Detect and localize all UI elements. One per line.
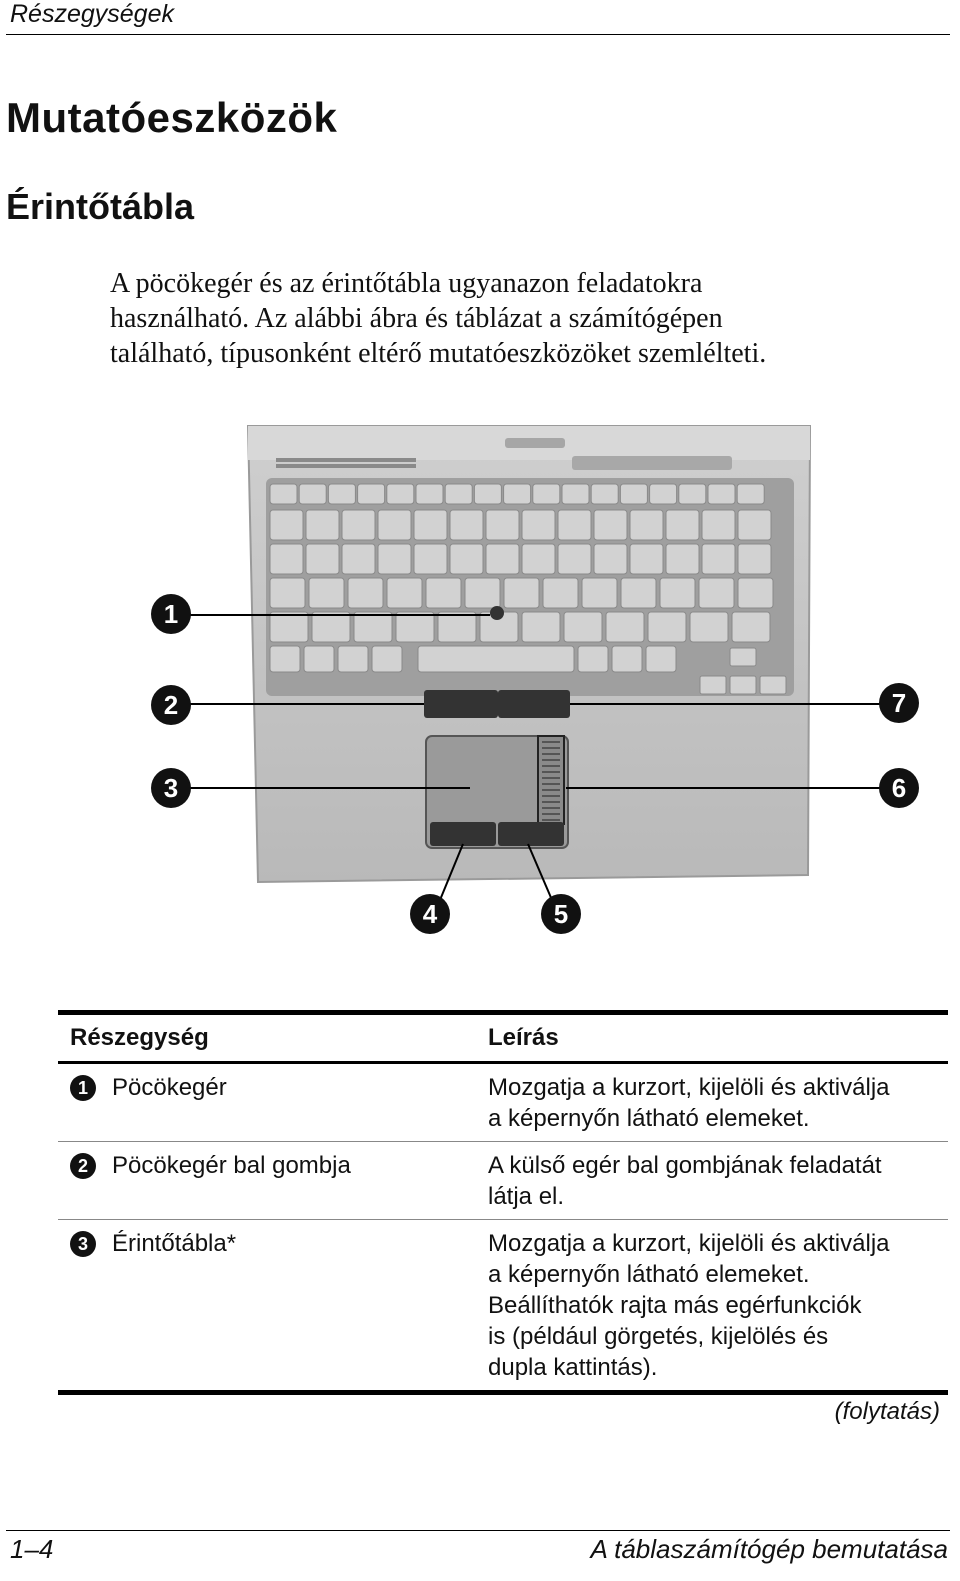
table-row [58,1220,948,1390]
running-header: Részegységek [10,0,174,28]
key [738,544,771,574]
key [562,484,589,504]
key [328,484,355,504]
key [679,484,706,504]
keyboard-illustration [0,420,960,960]
component-name: Érintőtábla* [112,1230,237,1257]
key [738,578,773,608]
pointing-stick [490,606,504,620]
description-line: a képernyőn látható elemeket. [488,1261,810,1288]
key [270,484,297,504]
key [342,544,375,574]
key [737,484,764,504]
key [620,484,647,504]
intro-line: használható. Az alábbi ábra és táblázat a számítógépen [110,303,723,334]
key [306,544,339,574]
key [606,612,644,642]
key [387,578,422,608]
component-description [488,1072,948,1134]
key [522,612,560,642]
continued-note: (folytatás) [834,1398,940,1425]
key [438,612,476,642]
callout-2-label: 2 [163,690,179,720]
key [564,612,602,642]
callout-7 [879,683,919,723]
component-name: Pöcökegér bal gombja [112,1152,351,1179]
key [666,544,699,574]
header-rule [6,34,950,35]
touchpad-right-button [498,822,564,846]
key [702,510,735,540]
component-name: Pöcökegér [112,1074,227,1101]
key [474,484,501,504]
key [270,544,303,574]
key [426,578,461,608]
key [582,578,617,608]
description-line: A külső egér bal gombjának feladatát [488,1152,882,1179]
callout-2 [151,685,191,725]
key [450,544,483,574]
subsection-title: Érintőtábla [6,186,195,227]
key [504,484,531,504]
key [312,612,350,642]
key [578,646,608,672]
touchpad-left-button [430,822,496,846]
key [650,484,677,504]
key [465,578,500,608]
key [646,646,676,672]
callout-3-label: 3 [163,773,179,803]
key [306,510,339,540]
key [304,646,334,672]
key [378,544,411,574]
table-bottom-rule [58,1390,948,1395]
key [270,510,303,540]
table-row [58,1142,948,1219]
description-line: látja el. [488,1183,565,1210]
key [708,484,735,504]
description-line: is (például görgetés, kijelölés és [488,1323,829,1350]
callout-1 [151,594,191,634]
key [358,484,385,504]
intro-line: A pöcökegér és az érintőtábla ugyanazon feladatokra [110,268,703,299]
key [594,510,627,540]
stick-left-button [424,690,498,718]
key [612,646,642,672]
key [416,484,443,504]
key [338,646,368,672]
key [348,578,383,608]
key [450,510,483,540]
key [372,646,402,672]
key [732,612,770,642]
key [445,484,472,504]
description-line: Mozgatja a kurzort, kijelöli és aktiválja [488,1230,890,1257]
latch [505,438,565,448]
callout-7-label: 7 [891,688,907,718]
key [414,544,447,574]
callout-6-label: 6 [891,773,907,803]
description-line: dupla kattintás). [488,1354,658,1381]
row-number-badge: 1 [70,1075,96,1101]
key [522,544,555,574]
arrow-key [700,676,726,694]
row-number-badge: 3 [70,1231,96,1257]
component-description [488,1150,948,1212]
key [543,578,578,608]
key [486,544,519,574]
callout-4 [410,894,450,934]
key [594,544,627,574]
key [342,510,375,540]
key [354,612,392,642]
key [533,484,560,504]
key [630,510,663,540]
book-title: A táblaszámítógép bemutatása [590,1534,948,1564]
components-table [58,1010,948,1395]
key [309,578,344,608]
scroll-zone [538,736,564,824]
callout-4-label: 4 [422,899,438,929]
key [702,544,735,574]
key [690,612,728,642]
key [558,544,591,574]
table-row [58,1064,948,1141]
description-line: a képernyőn látható elemeket. [488,1105,810,1132]
key [414,510,447,540]
section-title: Mutatóeszközök [6,94,338,141]
key [558,510,591,540]
key [504,578,539,608]
col-header-component: Részegység [70,1024,209,1051]
key [387,484,414,504]
key [522,510,555,540]
description-line: Beállíthatók rajta más egérfunkciók [488,1292,862,1319]
key [738,510,771,540]
row-number-badge: 2 [70,1153,96,1179]
callout-5-label: 5 [553,899,569,929]
col-header-description: Leírás [488,1024,559,1051]
key [699,578,734,608]
callout-3 [151,768,191,808]
table-header-row [58,1015,948,1061]
callout-1-label: 1 [163,599,179,629]
key [591,484,618,504]
key [648,612,686,642]
callout-6 [879,768,919,808]
key [396,612,434,642]
key [666,510,699,540]
key [299,484,326,504]
key [270,612,308,642]
component-description [488,1228,948,1383]
callout-5 [541,894,581,934]
key [621,578,656,608]
key [270,646,300,672]
key [630,544,663,574]
intro-line: található, típusonként eltérő mutatóeszközöket szemlélteti. [110,338,767,369]
key [378,510,411,540]
arrow-key [730,648,756,666]
intro-paragraph [110,266,870,371]
key [486,510,519,540]
quick-buttons [572,456,732,470]
arrow-key [730,676,756,694]
key [270,578,305,608]
key [660,578,695,608]
footer-rule [6,1530,950,1531]
stick-right-button [498,690,570,718]
speaker-grille [276,458,416,462]
spacebar-key [418,646,574,672]
description-line: Mozgatja a kurzort, kijelöli és aktiválja [488,1074,890,1101]
page-number: 1–4 [10,1534,54,1564]
arrow-key [760,676,786,694]
